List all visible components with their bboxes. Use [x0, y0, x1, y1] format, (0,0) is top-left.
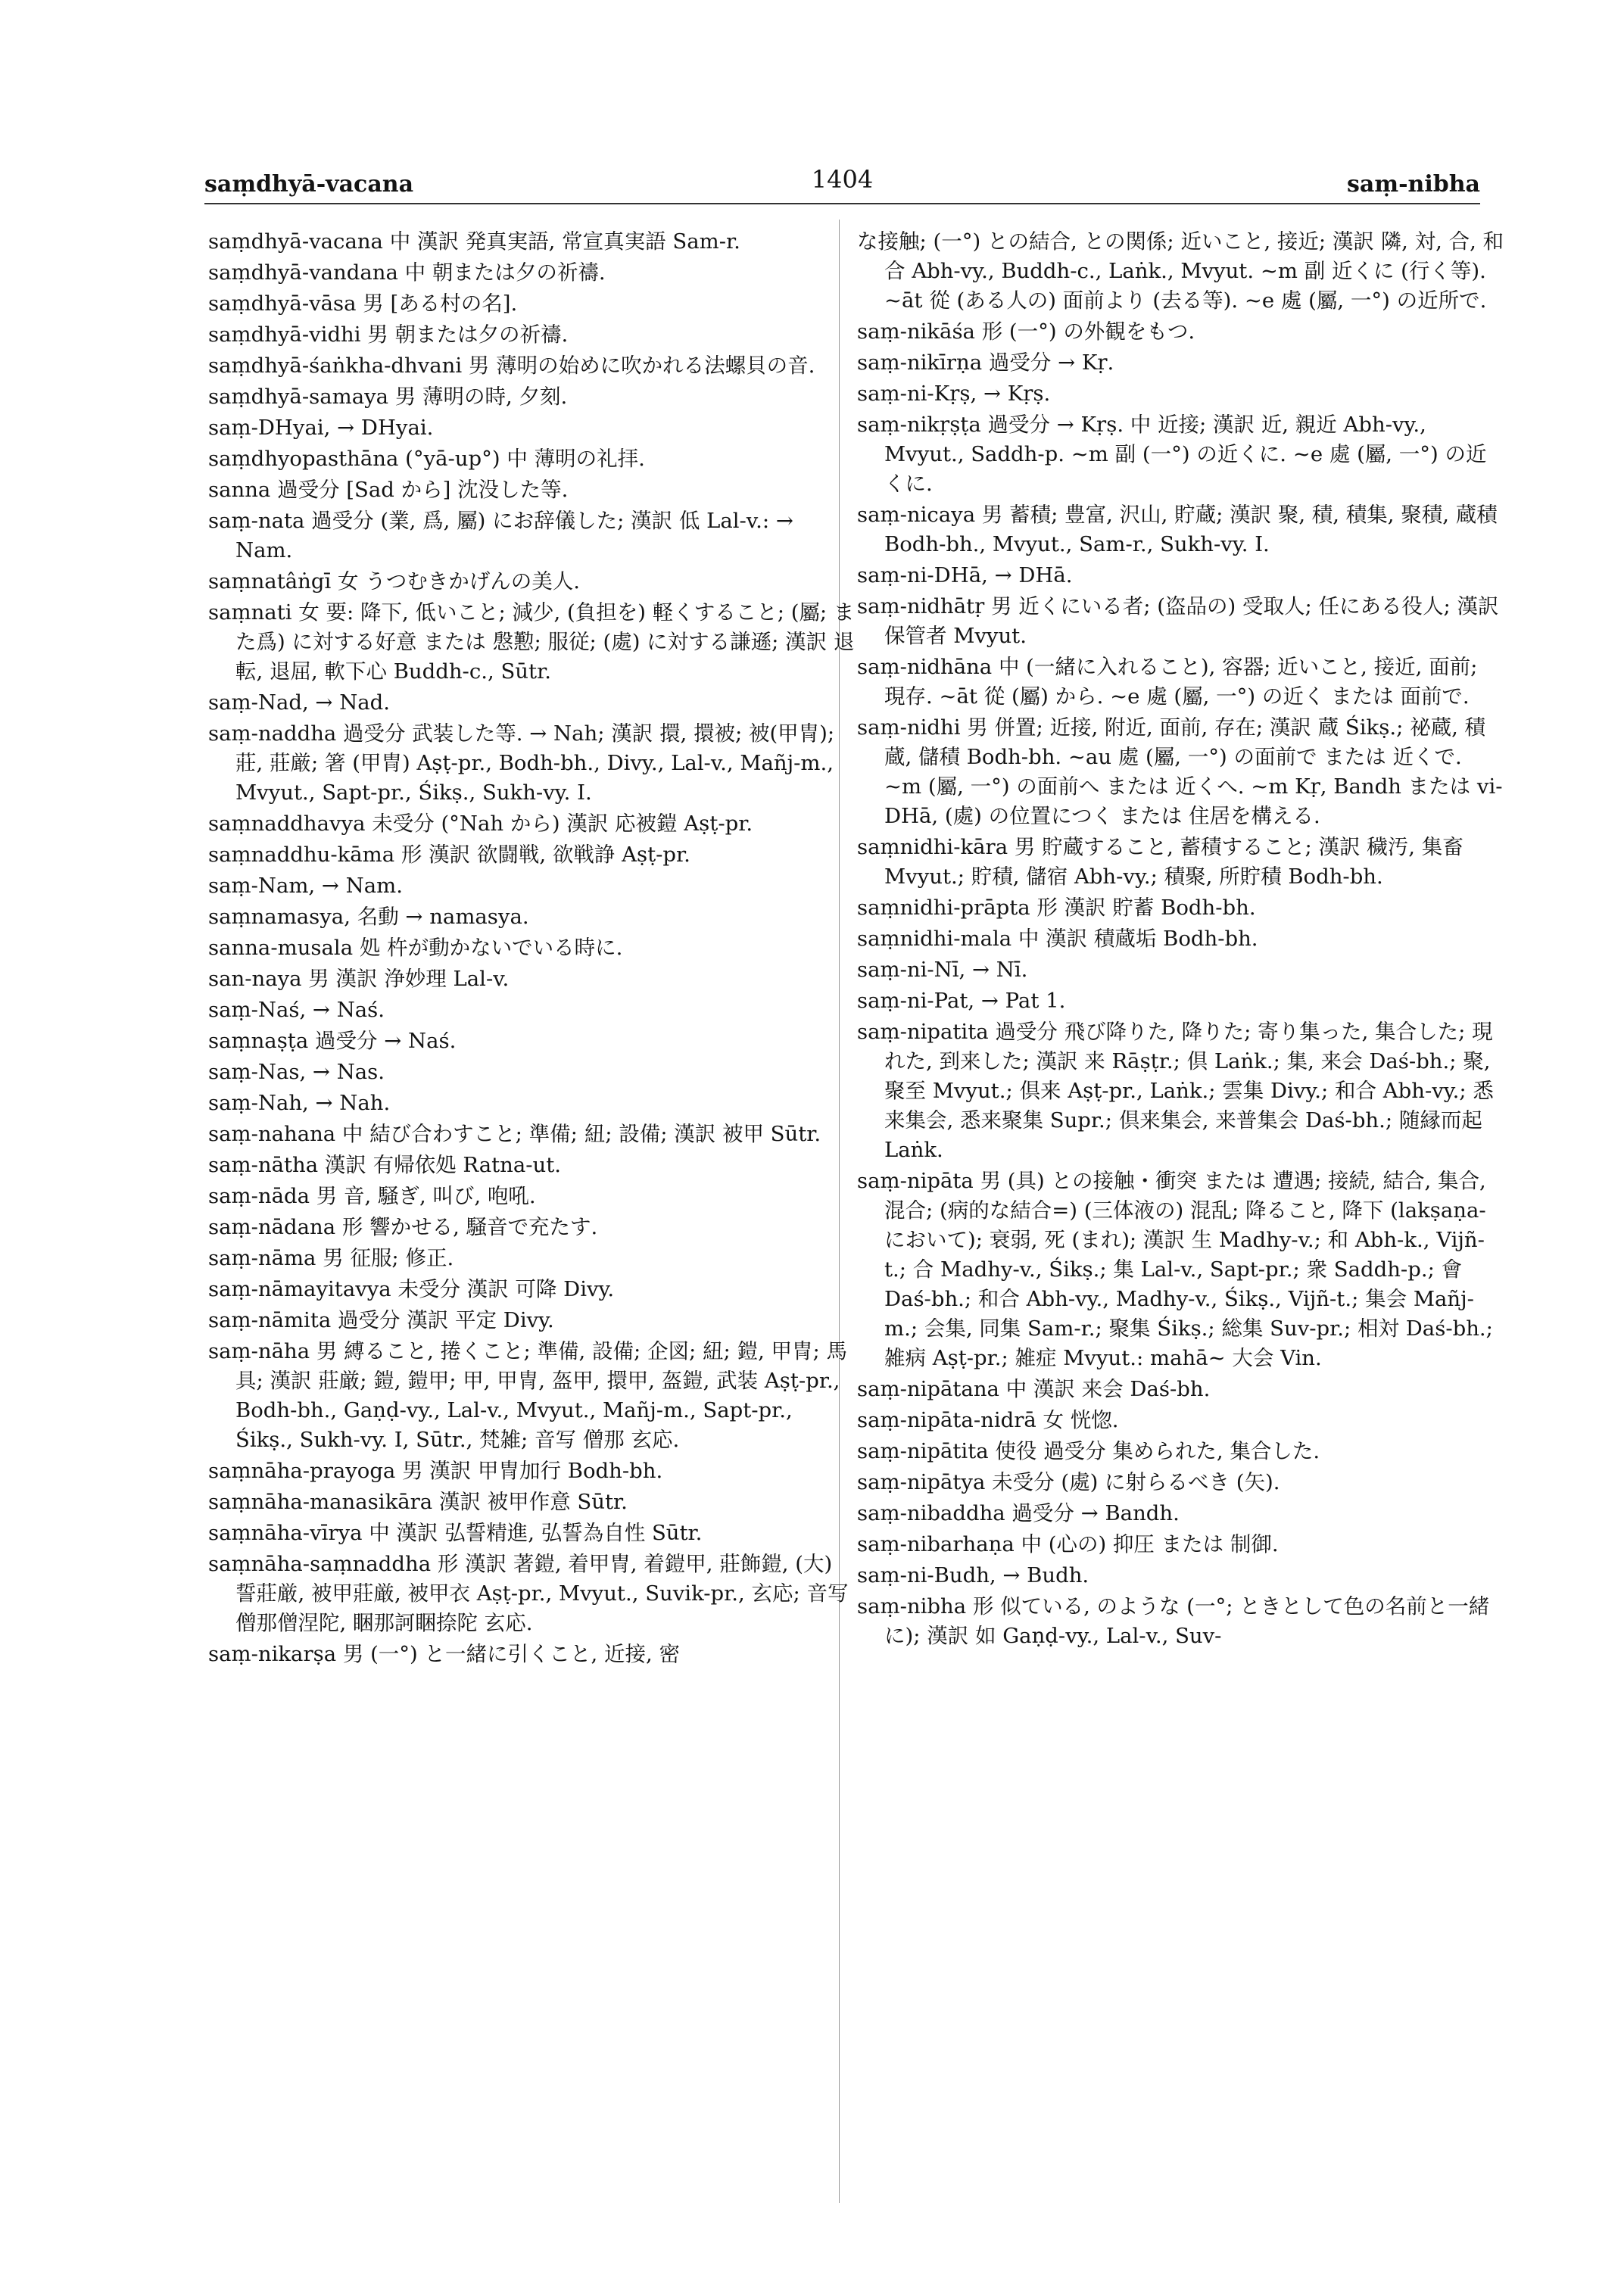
- dictionary-entry: saṃ-nata 過受分 (業, 爲, 屬) にお辞儀した; 漢訳 低 Lal-v.: → Nam.: [208, 509, 793, 562]
- dictionary-entry: saṃ-nipāta-nidrā 女 恍惚.: [857, 1408, 1119, 1432]
- dictionary-entry: saṃ-nidhātṛ 男 近くにいる者; (盗品の) 受取人; 任にある役人; 漢訳 保管者 Mvyut.: [857, 594, 1499, 648]
- right-column: [857, 227, 1504, 1653]
- dictionary-entry: saṃnidhi-kāra 男 貯蔵すること, 蓄積すること; 漢訳 穢汚, 集畜 Mvyut.; 貯積, 儲宿 Abh-vy.; 積聚, 所貯積 Bodh-bh.: [857, 835, 1463, 889]
- dictionary-entry: saṃnāha-vīrya 中 漢訳 弘誓精進, 弘誓為自性 Sūtr.: [208, 1521, 703, 1545]
- dictionary-entry: saṃdhyā-vāsa 男 [ある村の名].: [208, 291, 518, 316]
- dictionary-entry: saṃdhyā-śaṅkha-dhvani 男 薄明の始めに吹かれる法螺貝の音.: [208, 354, 815, 378]
- header-first-headword: saṃdhyā-vacana: [204, 171, 414, 198]
- dictionary-entry: saṃdhyā-vandana 中 朝または夕の祈禱.: [208, 260, 606, 285]
- dictionary-entry: saṃnidhi-mala 中 漢訳 積蔵垢 Bodh-bh.: [857, 927, 1258, 951]
- dictionary-entry: saṃ-nikarṣa 男 (一°) と一緒に引くこと, 近接, 密: [208, 1642, 680, 1666]
- dictionary-entry: saṃ-Nad, → Nad.: [208, 690, 391, 715]
- header-rule: [204, 203, 1480, 204]
- dictionary-entry: saṃnāha-prayoga 男 漢訳 甲冑加行 Bodh-bh.: [208, 1459, 663, 1483]
- dictionary-entry: saṃ-nibaddha 過受分 → Bandh.: [857, 1501, 1180, 1525]
- dictionary-entry: saṃ-nikṛṣṭa 過受分 → Kṛṣ. 中 近接; 漢訳 近, 親近 Abh-vy., Mvyut., Saddh-p. ~m 副 (一°) の近くに. ~e 處 (屬, 一°) の近くに.: [857, 413, 1487, 496]
- dictionary-entry: sanna-musala 処 杵が動かないでいる時に.: [208, 936, 623, 960]
- dictionary-entry: saṃ-nāmayitavya 未受分 漢訳 可降 Divy.: [208, 1277, 615, 1301]
- dictionary-entry: saṃ-Naś, → Naś.: [208, 998, 385, 1022]
- dictionary-entry: san-naya 男 漢訳 浄妙理 Lal-v.: [208, 967, 510, 991]
- dictionary-entry: sanna 過受分 [Sad から] 沈没した等.: [208, 478, 569, 502]
- dictionary-entry: saṃnaddhu-kāma 形 漢訳 欲闘戦, 欲戦諍 Aṣṭ-pr.: [208, 843, 690, 867]
- dictionary-entry: saṃdhyā-samaya 男 薄明の時, 夕刻.: [208, 385, 568, 409]
- dictionary-entry: saṃ-Nas, → Nas.: [208, 1060, 385, 1084]
- left-column: [208, 227, 856, 1671]
- dictionary-entry: saṃnidhi-prāpta 形 漢訳 貯蓄 Bodh-bh.: [857, 896, 1256, 920]
- dictionary-entry: saṃ-nidhi 男 併置; 近接, 附近, 面前, 存在; 漢訳 蔵 Śikṣ.; 祕蔵, 積蔵, 儲積 Bodh-bh. ~au 處 (屬, 一°) の面前で または 近くで. ~m (屬, 一°) の面前へ または 近くへ. ~m Kṛ, Bandh または vi-DHā, (處) の位置につく または 住居を構える.: [857, 715, 1503, 828]
- dictionary-entry: saṃ-nahana 中 結び合わすこと; 準備; 紐; 設備; 漢訳 被甲 Sūtr.: [208, 1122, 821, 1146]
- dictionary-entry: saṃdhyopasthāna (°yā-up°) 中 薄明の礼拝.: [208, 447, 645, 471]
- page-header: [204, 160, 1480, 203]
- dictionary-entry: saṃnamasya, 名動 → namasya.: [208, 905, 529, 929]
- dictionary-entry: saṃdhyā-vidhi 男 朝または夕の祈禱.: [208, 322, 569, 347]
- dictionary-entry: saṃ-nipātana 中 漢訳 来会 Daś-bh.: [857, 1377, 1211, 1401]
- dictionary-entry: saṃ-ni-Budh, → Budh.: [857, 1563, 1089, 1587]
- dictionary-entry: saṃ-nipātya 未受分 (處) に射らるべき (矢).: [857, 1470, 1280, 1494]
- dictionary-entry: saṃ-nādana 形 響かせる, 騒音で充たす.: [208, 1215, 598, 1239]
- dictionary-entry: saṃnāha-saṃnaddha 形 漢訳 著鎧, 着甲冑, 着鎧甲, 莊飾鎧, (大) 誓莊厳, 被甲莊厳, 被甲衣 Aṣṭ-pr., Mvyut., Suvik-pr., 玄応; 音写 僧那僧涅陀, 睏那訶睏捺陀 玄応.: [208, 1552, 849, 1635]
- dictionary-entry: な接触; (一°) との結合, との関係; 近いこと, 接近; 漢訳 隣, 対, 合, 和合 Abh-vy., Buddh-c., Laṅk., Mvyut. ~m 副 近くに (行く等). ~āt 從 (ある人の) 面前より (去る等). ~e 處 (屬, 一°) の近所で.: [857, 229, 1504, 313]
- dictionary-entry: saṃ-nāda 男 音, 騒ぎ, 叫び, 咆吼.: [208, 1184, 536, 1208]
- dictionary-entry: saṃ-Nam, → Nam.: [208, 874, 403, 898]
- dictionary-entry: saṃdhyā-vacana 中 漢訳 発真実語, 常宣真実語 Sam-r.: [208, 229, 740, 254]
- dictionary-entry: saṃ-nipātita 使役 過受分 集められた, 集合した.: [857, 1439, 1320, 1463]
- dictionary-entry: saṃ-nāma 男 征服; 修正.: [208, 1246, 454, 1270]
- dictionary-entry: saṃnaṣṭa 過受分 → Naś.: [208, 1029, 457, 1053]
- dictionary-entry: saṃnati 女 要: 降下, 低いこと; 減少, (負担を) 軽くすること; (屬; また爲) に対する好意 または 慇懃; 服従; (處) に対する謙遜; 漢訳 退転, 退屈, 軟下心 Buddh-c., Sūtr.: [208, 600, 855, 684]
- page-number: 1404: [811, 165, 874, 194]
- dictionary-entry: saṃ-naddha 過受分 武装した等. → Nah; 漢訳 擐, 擐被; 被(甲冑); 莊, 莊厳; 箸 (甲冑) Aṣṭ-pr., Bodh-bh., Divy., Lal-v., Mañj-m., Mvyut., Sapt-pr., Śikṣ., Sukh-vy. I.: [208, 721, 835, 805]
- dictionary-entry: saṃ-nikīrṇa 過受分 → Kṛ.: [857, 350, 1114, 375]
- dictionary-entry: saṃ-DHyai, → DHyai.: [208, 416, 434, 440]
- dictionary-entry: saṃ-nicaya 男 蓄積; 豊富, 沢山, 貯蔵; 漢訳 聚, 積, 積集, 聚積, 蔵積 Bodh-bh., Mvyut., Sam-r., Sukh-vy. I.: [857, 503, 1498, 556]
- header-last-headword: saṃ-nibha: [1347, 171, 1480, 198]
- dictionary-entry: saṃ-nāmita 過受分 漢訳 平定 Divy.: [208, 1308, 554, 1332]
- dictionary-entry: saṃ-nibarhaṇa 中 (心の) 抑圧 または 制御.: [857, 1532, 1279, 1556]
- dictionary-entry: saṃ-nāha 男 縛ること, 捲くこと; 準備, 設備; 企図; 紐; 鎧, 甲冑; 馬具; 漢訳 莊厳; 鎧, 鎧甲; 甲, 甲冑, 盔甲, 擐甲, 盔鎧, 武装 Aṣṭ-pr., Bodh-bh., Gaṇḍ-vy., Lal-v., Mvyut., Mañj-m., Sapt-pr., Śikṣ., Sukh-vy. I, Sūtr., 梵雑; 音写 僧那 玄応.: [208, 1339, 848, 1452]
- dictionary-entry: saṃ-nidhāna 中 (一緒に入れること), 容器; 近いこと, 接近, 面前; 現存. ~āt 從 (屬) から. ~e 處 (屬, 一°) の近く または 面前で.: [857, 655, 1478, 709]
- dictionary-entry: saṃnaddhavya 未受分 (°Nah から) 漢訳 応被鎧 Aṣṭ-pr.: [208, 812, 753, 836]
- dictionary-entry: saṃ-nātha 漢訳 有帰依処 Ratna-ut.: [208, 1153, 562, 1177]
- dictionary-entry: saṃ-ni-Kṛṣ, → Kṛṣ.: [857, 382, 1051, 406]
- dictionary-entry: saṃ-nibha 形 似ている, のような (一°; ときとして色の名前と一緒に); 漢訳 如 Gaṇḍ-vy., Lal-v., Suv-: [857, 1594, 1490, 1648]
- dictionary-entry: saṃnāha-manasikāra 漢訳 被甲作意 Sūtr.: [208, 1490, 628, 1514]
- dictionary-entry: saṃnatâṅgī 女 うつむきかげんの美人.: [208, 569, 580, 594]
- dictionary-entry: saṃ-ni-DHā, → DHā.: [857, 563, 1073, 587]
- dictionary-entry: saṃ-nipāta 男 (具) との接触・衝突 または 遭遇; 接続, 結合, 集合, 混合; (病的な結合=) (三体液の) 混乱; 降ること, 降下 (lakṣaṇa-において); 衰弱, 死 (まれ); 漢訳 生 Madhy-v.; 和 Abh-k., Vijñ-t.; 合 Madhy-v., Śikṣ.; 集 Lal-v., Sapt-pr.; 衆 Saddh-p.; 會 Daś-bh.; 和合 Abh-vy., Madhy-v., Śikṣ., Vijñ-t.; 集会 Mañj-m.; 会集, 同集 Sam-r.; 聚集 Śikṣ.; 総集 Suv-pr.; 相対 Daś-bh.; 雑病 Aṣṭ-pr.; 雑症 Mvyut.: mahā~ 大会 Vin.: [857, 1169, 1493, 1370]
- dictionary-entry: saṃ-nipatita 過受分 飛び降りた, 降りた; 寄り集った, 集合した; 現れた, 到来した; 漢訳 来 Rāṣṭr.; 倶 Laṅk.; 集, 来会 Daś-bh.; 聚, 聚至 Mvyut.; 倶来 Aṣṭ-pr., Laṅk.; 雲集 Divy.; 和合 Abh-vy.; 悉来集会, 悉来聚集 Supr.; 倶来集会, 来普集会 Daś-bh.; 随縁而起 Laṅk.: [857, 1020, 1494, 1162]
- dictionary-entry: saṃ-nikāśa 形 (一°) の外観をもつ.: [857, 319, 1195, 344]
- dictionary-entry: saṃ-ni-Pat, → Pat 1.: [857, 989, 1066, 1013]
- dictionary-entry: saṃ-Nah, → Nah.: [208, 1091, 391, 1115]
- dictionary-entry: saṃ-ni-Nī, → Nī.: [857, 958, 1028, 982]
